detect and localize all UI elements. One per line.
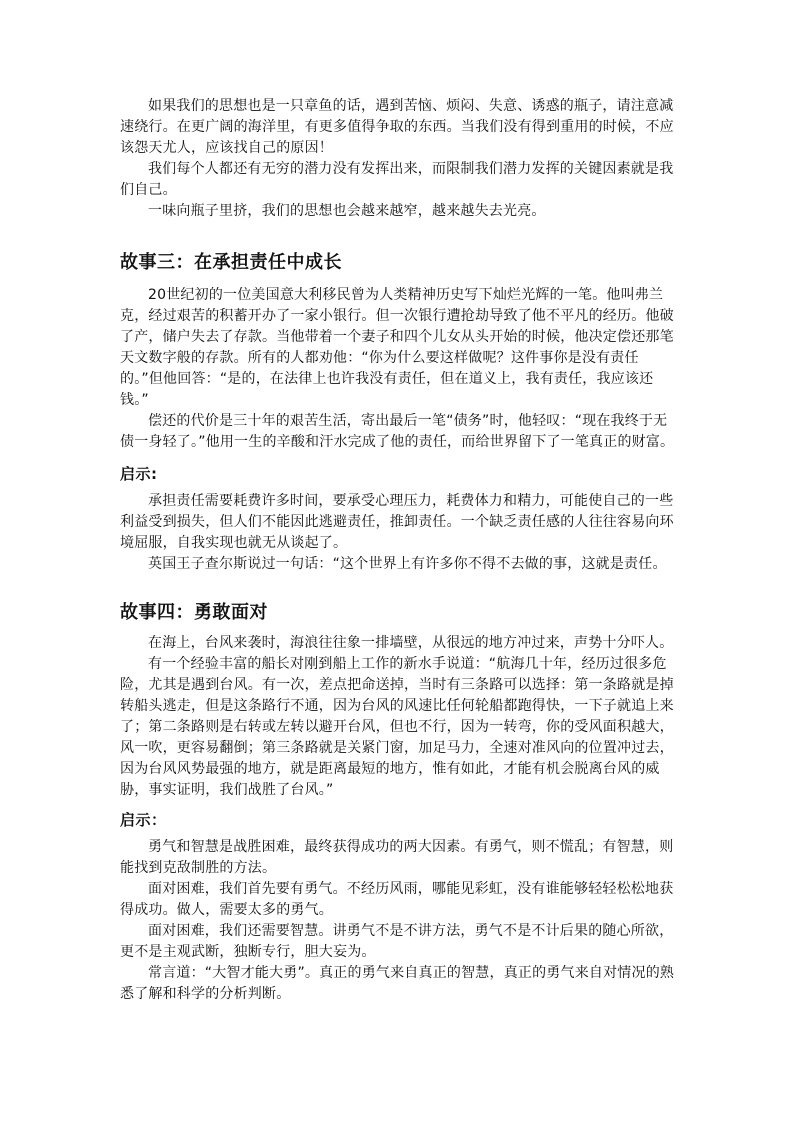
story4-title: 故事四：勇敢面对 — [120, 602, 268, 623]
story4-paragraph: 有一个经验丰富的船长对刚到船上工作的新水手说道：“航海几十年，经历过很多危险，尤其是遇到台风。有一次，差点把命送掉，当时有三条路可以选择：第一条路就是掉转船头逃走，但是这条路行不通，因为台风的风速比任何轮船都跑得快，一下子就追上来了；第二条路则是右转或左转以避开台风，但也不行，因为一转弯，你的受风面积越大，风一吹，更容易翻倒；第三条路就是关紧门窗，加足马力，全速对准风向的位置冲过去，因为台风风势最强的地方，就是距离最短的地方，惟有如此，才能有机会脱离台风的威胁，事实证明，我们战胜了台风。” — [120, 656, 674, 798]
intro-paragraph: 如果我们的思想也是一只章鱼的话，遇到苦恼、烦闷、失意、诱惑的瓶子，请注意减速绕行。在更广阔的海洋里，有更多值得争取的东西。当我们没有得到重用的时候，不应该怨天尤人，应该找自己的原因！ — [120, 98, 674, 156]
story3-paragraph: 偿还的代价是三十年的艰苦生活，寄出最后一笔“债务”时，他轻叹：“现在我终于无债一身轻了。”他用一生的辛酸和汗水完成了他的责任，而给世界留下了一笔真正的财富。 — [120, 413, 675, 450]
story4-moral-heading: 启示： — [120, 811, 167, 829]
story4-moral-paragraph: 常言道：“大智才能大勇”。真正的勇气来自真正的智慧，真正的勇气来自对情况的熟悉了解和科学的分析判断。 — [120, 965, 675, 1002]
story4-moral-paragraph: 勇气和智慧是战胜困难，最终获得成功的两大因素。有勇气，则不慌乱；有智慧，则能找到克敌制胜的方法。 — [120, 839, 674, 876]
document-page — [120, 96, 676, 1005]
story4-moral-paragraph: 面对困难，我们首先要有勇气。不经历风雨，哪能见彩虹，没有谁能够轻轻松松地获得成功。做人，需要太多的勇气。 — [120, 881, 674, 918]
intro-paragraph: 我们每个人都还有无穷的潜力没有发挥出来，而限制我们潜力发挥的关键因素就是我们自己。 — [120, 161, 674, 198]
story4-moral-paragraph: 面对困难，我们还需要智慧。讲勇气不是不讲方法，勇气不是不计后果的随心所欲，更不是主观武断，独断专行，胆大妄为。 — [120, 923, 674, 960]
intro-paragraph: 一味向瓶子里挤，我们的思想也会越来越窄，越来越失去光亮。 — [148, 203, 546, 219]
story4-paragraph: 在海上，台风来袭时，海浪往往象一排墙壁，从很远的地方冲过来，声势十分吓人。 — [148, 635, 674, 651]
story3-moral-heading: 启示: — [120, 465, 158, 483]
story3-moral-paragraph: 承担责任需要耗费许多时间，要承受心理压力，耗费体力和精力，可能使自己的一些利益受到损失，但人们不能因此逃避责任，推卸责任。一个缺乏责任感的人往往容易向环境屈服，自我实现也就无从谈起了。 — [120, 493, 674, 551]
story3-moral-paragraph: 英国王子查尔斯说过一句话：“这个世界上有许多你不得不去做的事，这就是责任。 — [148, 556, 667, 572]
story3-title: 故事三：在承担责任中成长 — [120, 252, 342, 273]
story3-paragraph: 20世纪初的一位美国意大利移民曾为人类精神历史写下灿烂光辉的一笔。他叫弗兰克，经过艰苦的积蓄开办了一家小银行。但一次银行遭抢劫导致了他不平凡的经历。他破了产，储户失去了存款。当他带着一个妻子和四个儿女从头开始的时候，他决定偿还那笔天文数字般的存款。所有的人都劝他：“你为什么要这样做呢？这件事你是没有责任的。”但他回答：“是的，在法律上也许我没有责任，但在道义上，我有责任，我应该还钱。” — [120, 287, 674, 408]
